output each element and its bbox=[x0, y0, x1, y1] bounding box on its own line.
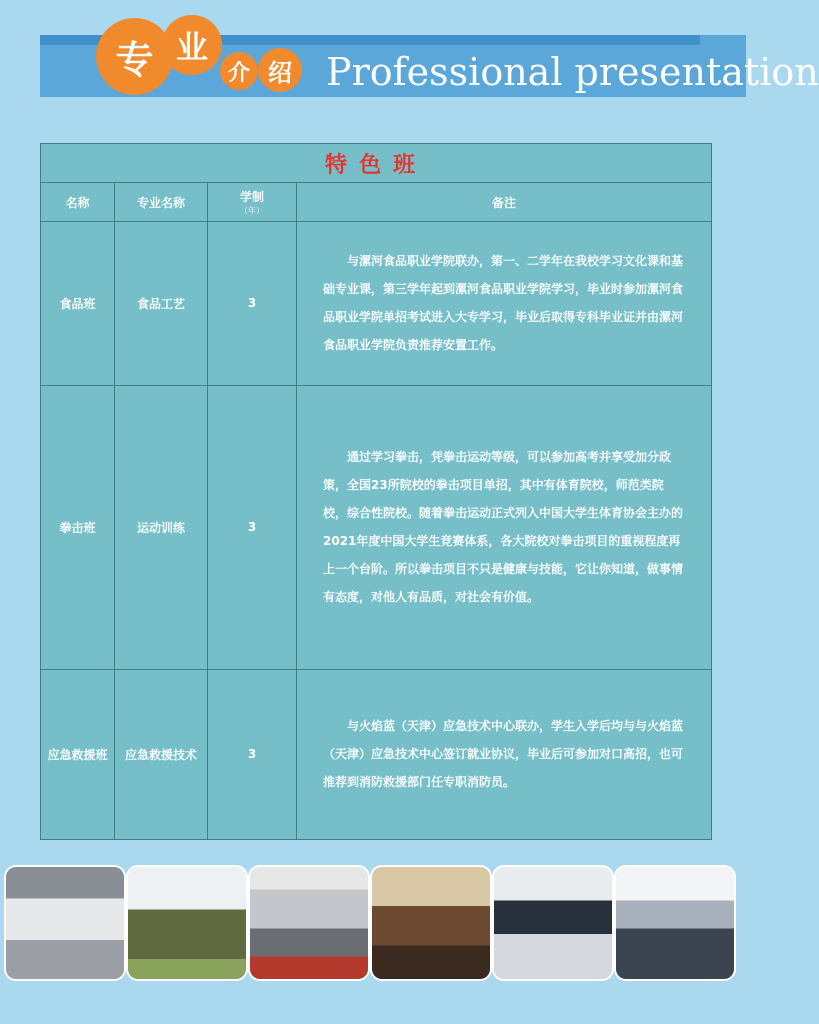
col-header-notes: 备注 bbox=[297, 183, 712, 222]
row-name: 应急救援班 bbox=[41, 669, 115, 840]
table-caption: 特色班 bbox=[41, 144, 712, 183]
col-header-years bbox=[208, 183, 297, 222]
auto-repair-photo bbox=[250, 867, 368, 979]
col-header-major: 专业名称 bbox=[115, 183, 208, 222]
row-major: 应急救援技术 bbox=[115, 669, 208, 840]
row-major: 运动训练 bbox=[115, 385, 208, 669]
row-notes: 与火焰蓝（天津）应急技术中心联办，学生入学后均与与火焰蓝（天津）应急技术中心签订就业协议，毕业后可参加对口高招，也可推荐到消防救援部门任专职消防员。 bbox=[297, 669, 712, 840]
title-circle-1: 专 bbox=[96, 18, 173, 95]
title-circle-2: 业 bbox=[162, 15, 222, 75]
title-circle-4: 绍 bbox=[258, 48, 302, 92]
row-major: 食品工艺 bbox=[115, 222, 208, 385]
table-row bbox=[41, 222, 712, 385]
special-class-table bbox=[40, 143, 712, 840]
row-years: 3 bbox=[208, 222, 297, 385]
table-header-row bbox=[41, 183, 712, 222]
boxing-gym-photo bbox=[6, 867, 124, 979]
col-header-name: 名称 bbox=[41, 183, 115, 222]
row-name: 拳击班 bbox=[41, 385, 115, 669]
military-drill-photo bbox=[128, 867, 246, 979]
row-years: 3 bbox=[208, 669, 297, 840]
col-header-years-unit: （年） bbox=[240, 206, 264, 216]
row-years: 3 bbox=[208, 385, 297, 669]
col-header-years-label: 学制 bbox=[239, 190, 264, 205]
title-circle-3: 介 bbox=[220, 52, 258, 90]
table-row bbox=[41, 385, 712, 669]
row-notes: 与漯河食品职业学院联办，第一、二学年在我校学习文化课和基础专业课，第三学年起到漯河食品职业学院学习，毕业时参加漯河食品职业学院单招考试进入大专学习，毕业后取得专科毕业证并由漯河食品职业学院负责推荐安置工作。 bbox=[297, 222, 712, 385]
table-row bbox=[41, 669, 712, 840]
row-notes: 通过学习拳击，凭拳击运动等级，可以参加高考并享受加分政策，全国23所院校的拳击项目单招，其中有体育院校，师范类院校，综合性院校。随着拳击运动正式列入中国大学生体育协会主办的2021年度中国大学生竞赛体系，各大院校对拳击项目的重视程度再上一个台阶。所以拳击项目不只是健康与技能，它让你知道，做事情有态度，对他人有品质，对社会有价值。 bbox=[297, 385, 712, 669]
row-name: 食品班 bbox=[41, 222, 115, 385]
students-classroom-photo bbox=[494, 867, 612, 979]
title-english: Professional presentation bbox=[326, 50, 819, 94]
computer-lab-photo bbox=[616, 867, 734, 979]
piano-classroom-photo bbox=[372, 867, 490, 979]
